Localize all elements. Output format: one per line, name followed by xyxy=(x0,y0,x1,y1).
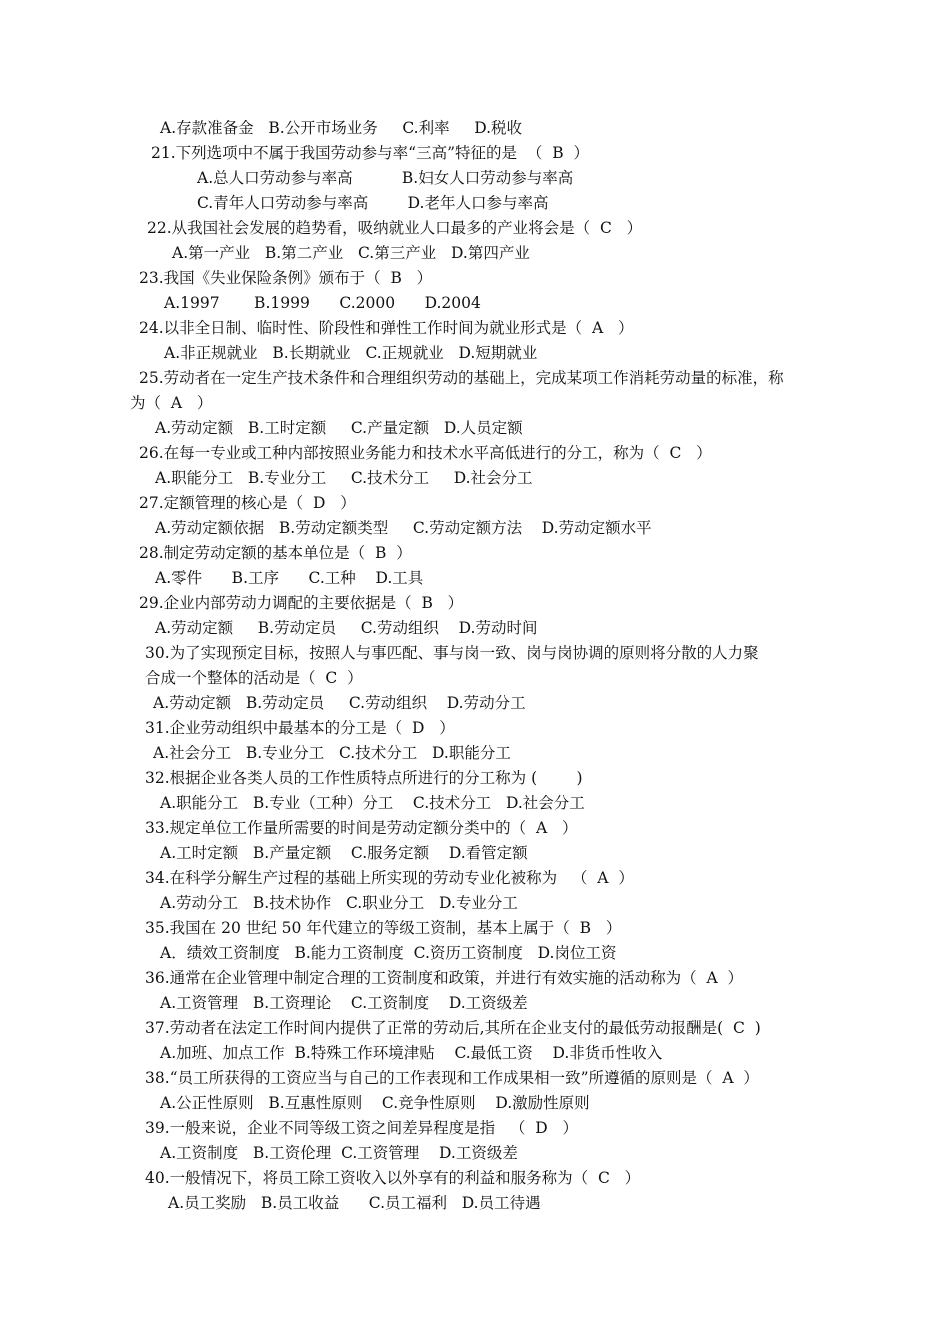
text-line: 33.规定单位工作量所需要的时间是劳动定额分类中的（ A ） xyxy=(145,819,578,837)
text-line: 26.在每一专业或工种内部按照业务能力和技术水平高低进行的分工，称为（ C ） xyxy=(139,444,712,462)
text-line: 39.一般来说，企业不同等级工资之间差异程度是指 （ D ） xyxy=(145,1119,578,1137)
text-line: 28.制定劳动定额的基本单位是（ B ） xyxy=(139,544,412,562)
text-line: 32.根据企业各类人员的工作性质特点所进行的分工称为 ( ) xyxy=(145,769,583,787)
text-line: 24.以非全日制、临时性、阶段性和弹性工作时间为就业形式是（ A ） xyxy=(139,319,634,337)
text-line: A.工时定额 B.产量定额 C.服务定额 D.看管定额 xyxy=(160,844,528,862)
text-line: A.工资制度 B.工资伦理 C.工资管理 D.工资级差 xyxy=(160,1144,518,1162)
text-line: 27.定额管理的核心是（ D ） xyxy=(139,494,356,512)
text-line: 37.劳动者在法定工作时间内提供了正常的劳动后,其所在企业支付的最低劳动报酬是( C ) xyxy=(145,1019,761,1037)
text-line: A.社会分工 B.专业分工 C.技术分工 D.职能分工 xyxy=(153,744,511,762)
text-line: A.劳动定额 B.劳动定员 C.劳动组织 D.劳动分工 xyxy=(153,694,526,712)
text-line: A.加班、加点工作 B.特殊工作环境津贴 C.最低工资 D.非货币性收入 xyxy=(160,1044,663,1062)
text-line: C.青年人口劳动参与率高 D.老年人口参与率高 xyxy=(197,194,549,212)
text-line: 36.通常在企业管理中制定合理的工资制度和政策，并进行有效实施的活动称为（ A ） xyxy=(145,969,744,987)
text-line: A.劳动分工 B.技术协作 C.职业分工 D.专业分工 xyxy=(160,894,518,912)
text-line: A．绩效工资制度 B.能力工资制度 C.资历工资制度 D.岗位工资 xyxy=(160,944,617,962)
text-line: 30.为了实现预定目标，按照人与事匹配、事与岗一致、岗与岗协调的原则将分散的人力聚 xyxy=(145,644,759,662)
text-line: A.劳动定额 B.劳动定员 C.劳动组织 D.劳动时间 xyxy=(155,619,538,637)
text-line: 40.一般情况下，将员工除工资收入以外享有的利益和服务称为（ C ） xyxy=(145,1169,641,1187)
text-line: A.工资管理 B.工资理论 C.工资制度 D.工资级差 xyxy=(160,994,528,1012)
text-line: 合成一个整体的活动是（ C ） xyxy=(145,669,363,687)
text-line: 29.企业内部劳动力调配的主要依据是（ B ） xyxy=(139,594,464,612)
text-line: 23.我国《失业保险条例》颁布于（ B ） xyxy=(139,269,433,287)
text-line: A.零件 B.工序 C.工种 D.工具 xyxy=(155,569,424,587)
text-line: 22.从我国社会发展的趋势看，吸纳就业人口最多的产业将会是（ C ） xyxy=(147,219,643,237)
text-line: A.1997 B.1999 C.2000 D.2004 xyxy=(164,294,481,312)
text-line: 34.在科学分解生产过程的基础上所实现的劳动专业化被称为 （ A ） xyxy=(145,869,634,887)
text-line: A.总人口劳动参与率高 B.妇女人口劳动参与率高 xyxy=(197,169,574,187)
text-line: 为（ A ） xyxy=(130,394,213,412)
text-line: A.存款准备金 B.公开市场业务 C.利率 D.税收 xyxy=(160,119,523,137)
text-line: 38.“员工所获得的工资应当与自己的工作表现和工作成果相一致”所遵循的原则是（ A ） xyxy=(145,1069,759,1087)
text-line: A.职能分工 B.专业分工 C.技术分工 D.社会分工 xyxy=(155,469,533,487)
text-line: 31.企业劳动组织中最基本的分工是（ D ） xyxy=(145,719,455,737)
text-line: 25.劳动者在一定生产技术条件和合理组织劳动的基础上，完成某项工作消耗劳动量的标准，称 xyxy=(139,369,784,387)
text-line: 21.下列选项中不属于我国劳动参与率“三高”特征的是 （ B ） xyxy=(151,144,589,162)
text-line: A.非正规就业 B.长期就业 C.正规就业 D.短期就业 xyxy=(164,344,538,362)
text-line: A.员工奖励 B.员工收益 C.员工福利 D.员工待遇 xyxy=(168,1194,541,1212)
text-line: A.第一产业 B.第二产业 C.第三产业 D.第四产业 xyxy=(172,244,530,262)
text-line: A.公正性原则 B.互惠性原则 C.竞争性原则 D.激励性原则 xyxy=(160,1094,590,1112)
text-line: 35.我国在 20 世纪 50 年代建立的等级工资制，基本上属于（ B ） xyxy=(145,919,622,937)
text-line: A.劳动定额 B.工时定额 C.产量定额 D.人员定额 xyxy=(155,419,523,437)
text-line: A.劳动定额依据 B.劳动定额类型 C.劳动定额方法 D.劳动定额水平 xyxy=(155,519,652,537)
text-line: A.职能分工 B.专业（工种）分工 C.技术分工 D.社会分工 xyxy=(160,794,585,812)
